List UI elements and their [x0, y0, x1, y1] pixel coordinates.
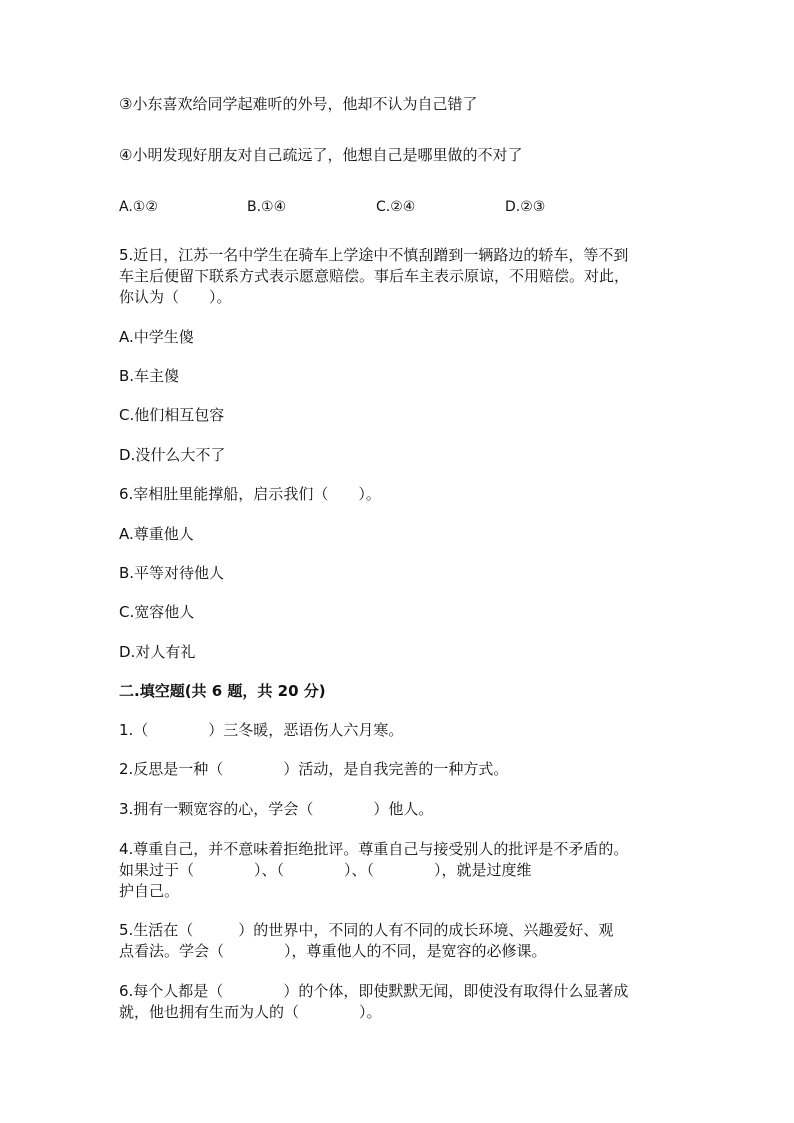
fill-question-4-line-2: 如果过于（ ）、（ ）、（ ），就是过度维	[119, 861, 532, 879]
q4-option-d: D.②③	[505, 199, 546, 215]
fill-question-6-line-1: 6.每个人都是（ ）的个体，即使默默无闻，即使没有取得什么显著成	[119, 982, 629, 1000]
fill-question-5-line-2: 点看法。学会（ ），尊重他人的不同，是宽容的必修课。	[119, 942, 547, 960]
q6-option-d: D.对人有礼	[119, 643, 196, 661]
q6-option-a: A.尊重他人	[119, 525, 194, 543]
q6-option-c: C.宽容他人	[119, 603, 195, 621]
statement-3: ③小东喜欢给同学起难听的外号，他却不认为自己错了	[119, 95, 478, 113]
fill-question-3: 3.拥有一颗宽容的心，学会（ ）他人。	[119, 800, 434, 818]
q5-option-c: C.他们相互包容	[119, 406, 225, 424]
section-heading: 二.填空题(共 6 题，共 20 分)	[119, 682, 326, 700]
q6-stem: 6.宰相肚里能撑船，启示我们（ ）。	[119, 485, 381, 503]
q4-option-c: C.②④	[376, 199, 416, 215]
q5-option-d: D.没什么大不了	[119, 446, 226, 464]
q5-option-b: B.车主傻	[119, 367, 180, 385]
fill-question-6-line-2: 就，他也拥有生而为人的（ ）。	[119, 1003, 382, 1021]
fill-question-4-line-1: 4.尊重自己，并不意味着拒绝批评。尊重自己与接受别人的批评是不矛盾的。	[119, 840, 629, 858]
statement-4: ④小明发现好朋友对自己疏远了，他想自己是哪里做的不对了	[119, 146, 523, 164]
q4-option-a: A.①②	[119, 199, 158, 215]
fill-question-5-line-1: 5.生活在（ ）的世界中，不同的人有不同的成长环境、兴趣爱好、观	[119, 921, 614, 939]
fill-question-1: 1.（ ）三冬暖，恶语伤人六月寒。	[119, 721, 404, 739]
q5-stem-line-3: 你认为（ ）。	[119, 288, 232, 306]
q5-stem-line-1: 5.近日，江苏一名中学生在骑车上学途中不慎刮蹭到一辆路边的轿车，等不到	[119, 246, 629, 264]
fill-question-4-line-3: 护自己。	[119, 882, 180, 900]
q6-option-b: B.平等对待他人	[119, 564, 225, 582]
fill-question-2: 2.反思是一种（ ）活动，是自我完善的一种方式。	[119, 760, 509, 778]
q5-option-a: A.中学生傻	[119, 328, 194, 346]
q5-stem-line-2: 车主后便留下联系方式表示愿意赔偿。事后车主表示原谅，不用赔偿。对此，	[119, 267, 630, 285]
q4-option-b: B.①④	[247, 199, 287, 215]
